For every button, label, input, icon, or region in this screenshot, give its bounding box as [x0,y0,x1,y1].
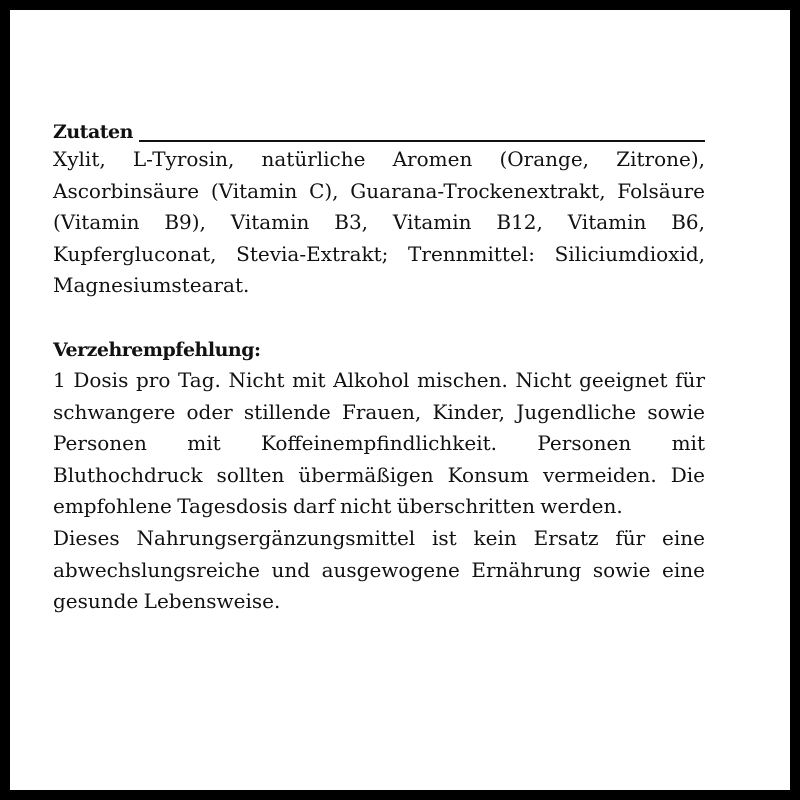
section-spacer [53,302,705,335]
recommendation-heading: Verzehrempfehlung: [53,338,261,361]
ingredients-rule [139,140,705,142]
ingredients-header [53,114,705,144]
ingredients-text: Xylit, L-Tyrosin, natürliche Aromen (Orange, Zitrone), Ascorbinsäure (Vitamin C), Guarana-Trockenextrakt, Folsäure (Vitamin B9), Vitamin B3, Vitamin B12, Vitamin B6, Kupfergluconat, Stevia-Extrakt; Trennmittel: Siliciumdioxid, Magnesiumstearat. [53,147,705,298]
ingredients-heading: Zutaten [53,121,133,143]
recommendation-note: Dieses Nahrungsergänzungsmittel ist kein Ersatz für eine abwechslungsreiche und ausgewogene Ernährung sowie eine gesunde Lebensweise. [53,525,705,614]
label-content [53,114,705,618]
recommendation-text: 1 Dosis pro Tag. Nicht mit Alkohol mischen. Nicht geeignet für schwangere oder stillende Frauen, Kinder, Jugendliche sowie Personen mit Koffeinempfindlichkeit. Personen mit Bluthochdruck sollten übermäßigen Konsum vermeiden. Die empfohlene Tagesdosis darf nicht überschritten werden. [53,367,705,519]
